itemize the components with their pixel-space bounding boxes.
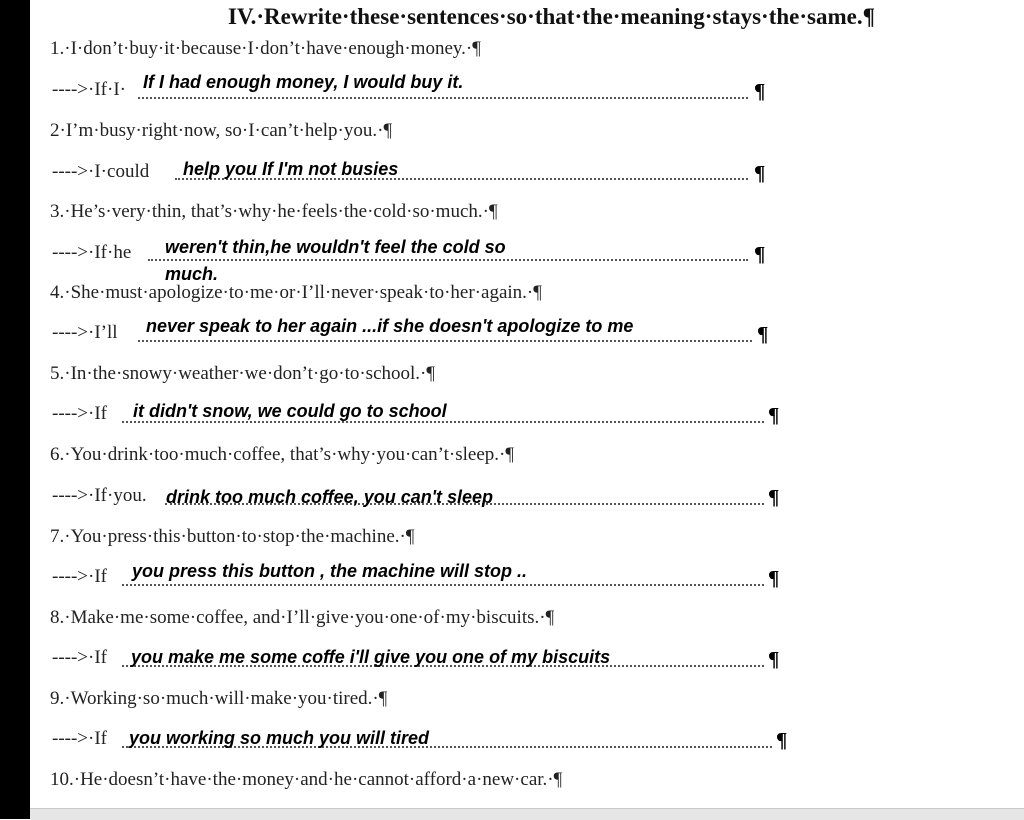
question-3: 3.·He’s·very·thin, that’s·why·he·feels·the·cold·so·much.·¶ <box>50 201 498 222</box>
answer-9[interactable]: you working so much you will tired <box>129 728 430 748</box>
question-4: 4.·She·must·apologize·to·me·or·I’ll·never·speak·to·her·again.·¶ <box>50 282 542 303</box>
pilcrow-mark-5: ¶ <box>768 403 780 427</box>
question-1: 1.·I·don’t·buy·it·because·I·don’t·have·enough·money.·¶ <box>50 38 481 59</box>
prompt-3: ---->·If·he <box>52 242 132 263</box>
prompt-7: ---->·If <box>52 566 108 587</box>
answer-7[interactable]: you press this button , the machine will stop .. <box>132 561 528 581</box>
answer-8[interactable]: you make me some coffe i'll give you one of my biscuits <box>131 647 611 667</box>
pilcrow-mark-4: ¶ <box>757 322 769 346</box>
prompt-2: ---->·I·could <box>52 161 150 182</box>
pilcrow-mark-1: ¶ <box>754 79 766 103</box>
answer-5[interactable]: it didn't snow, we could go to school <box>133 401 447 421</box>
answer-4[interactable]: never speak to her again ...if she doesn't apologize to me <box>146 316 634 336</box>
horizontal-scrollbar[interactable] <box>30 808 1024 820</box>
answer-3-continued[interactable]: much. <box>165 264 219 284</box>
pilcrow-mark-3: ¶ <box>754 242 766 266</box>
left-margin-bar <box>0 0 30 819</box>
answer-3[interactable]: weren't thin,he wouldn't feel the cold so <box>165 237 506 257</box>
answer-line-4 <box>138 340 752 342</box>
prompt-1: ---->·If·I· <box>52 79 126 100</box>
question-6: 6.·You·drink·too·much·coffee, that’s·why·you·can’t·sleep.·¶ <box>50 444 514 465</box>
question-10: 10.·He·doesn’t·have·the·money·and·he·cannot·afford·a·new·car.·¶ <box>50 769 563 790</box>
exercise-heading: IV.·Rewrite·these·sentences·so·that·the·meaning·stays·the·same.¶ <box>228 4 876 29</box>
pilcrow-mark-2: ¶ <box>754 161 766 185</box>
prompt-9: ---->·If <box>52 728 108 749</box>
answer-line-7 <box>122 584 764 586</box>
answer-6[interactable]: drink too much coffee, you can't sleep <box>166 487 494 507</box>
pilcrow-mark-9: ¶ <box>776 728 788 752</box>
question-8: 8.·Make·me·some·coffee, and·I’ll·give·you·one·of·my·biscuits.·¶ <box>50 607 555 628</box>
prompt-4: ---->·I’ll <box>52 322 118 343</box>
question-2: 2·I’m·busy·right·now, so·I·can’t·help·you.·¶ <box>50 120 393 141</box>
pilcrow-mark-8: ¶ <box>768 647 780 671</box>
prompt-6: ---->·If·you. <box>52 485 147 506</box>
answer-line-1 <box>138 97 748 99</box>
question-5: 5.·In·the·snowy·weather·we·don’t·go·to·school.·¶ <box>50 363 435 384</box>
answer-1[interactable]: If I had enough money, I would buy it. <box>143 72 464 92</box>
pilcrow-mark-7: ¶ <box>768 566 780 590</box>
prompt-5: ---->·If <box>52 403 108 424</box>
question-7: 7.·You·press·this·button·to·stop·the·machine.·¶ <box>50 526 415 547</box>
prompt-8: ---->·If <box>52 647 108 668</box>
pilcrow-mark-6: ¶ <box>768 485 780 509</box>
question-9: 9.·Working·so·much·will·make·you·tired.·¶ <box>50 688 388 709</box>
answer-2[interactable]: help you If I'm not busies <box>183 159 399 179</box>
